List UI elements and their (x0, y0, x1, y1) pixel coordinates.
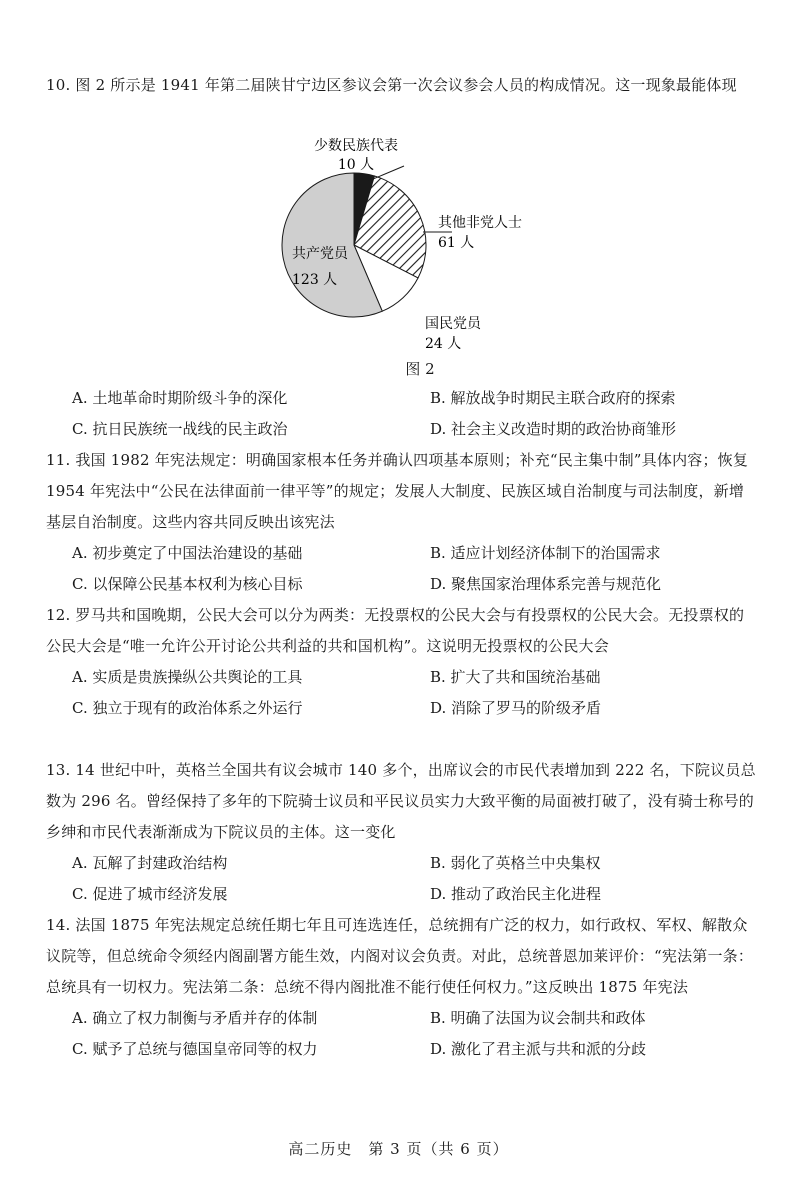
options (46, 383, 758, 445)
label-ccp-count: 123 人 (292, 272, 338, 288)
question-11 (46, 445, 758, 600)
label-minority-count: 10 人 (337, 157, 375, 173)
pie-slices (282, 173, 426, 317)
figure-2 (260, 130, 580, 380)
question-stem: 13. 14 世纪中叶，英格兰全国共有议会城市 140 多个，出席议会的市民代表增加到 222 名，下院议员总数为 296 名。曾经保持了多年的下院骑士议员和平民议员实力大致平衡的局面被打破了，没有骑士称号的乡绅和市民代表渐渐成为下院议员的主体。这一变化 (46, 761, 756, 841)
option-b: B. 弱化了英格兰中央集权 (430, 854, 601, 872)
option-a: A. 初步奠定了中国法治建设的基础 (72, 544, 303, 562)
question-14 (46, 910, 758, 1065)
pie-chart (260, 130, 580, 355)
label-others-name: 其他非党人士 (438, 215, 522, 231)
question-10-options (46, 383, 758, 445)
option-a: A. 实质是贵族操纵公共舆论的工具 (72, 668, 303, 686)
question-12 (46, 600, 758, 724)
question-stem: 14. 法国 1875 年宪法规定总统任期七年且可连选连任，总统拥有广泛的权力，如行政权、军权、解散众议院等，但总统命令须经内阁副署方能生效，内阁对议会负责。对此，总统普恩加莱评价：“宪法第一条：总统具有一切权力。宪法第二条：总统不得内阁批准不能行使任何权力。”这反映出 1875 年宪法 (46, 916, 754, 996)
option-a: A. 土地革命时期阶级斗争的深化 (72, 389, 288, 407)
options (46, 1003, 758, 1065)
option-b: B. 明确了法国为议会制共和政体 (430, 1009, 646, 1027)
question-stem: 10. 图 2 所示是 1941 年第二届陕甘宁边区参议会第一次会议参会人员的构成情况。这一现象最能体现 (46, 76, 737, 94)
option-c: C. 赋予了总统与德国皇帝同等的权力 (72, 1040, 318, 1058)
option-a: A. 瓦解了封建政治结构 (72, 854, 228, 872)
option-a: A. 确立了权力制衡与矛盾并存的体制 (72, 1009, 318, 1027)
option-c: C. 独立于现有的政治体系之外运行 (72, 699, 303, 717)
options (46, 538, 758, 600)
option-d: D. 推动了政治民主化进程 (430, 885, 602, 903)
question-10 (46, 70, 758, 101)
label-ccp-name: 共产党员 (292, 246, 348, 262)
page-footer: 高二历史 第 3 页（共 6 页） (288, 1140, 509, 1158)
option-c: C. 以保障公民基本权利为核心目标 (72, 575, 303, 593)
question-stem: 12. 罗马共和国晚期，公民大会可以分为两类：无投票权的公民大会与有投票权的公民大会。无投票权的公民大会是“唯一允许公开讨论公共利益的共和国机构”。这说明无投票权的公民大会 (46, 606, 745, 655)
question-stem: 11. 我国 1982 年宪法规定：明确国家根本任务并确认四项基本原则；补充“民主集中制”具体内容；恢复 1954 年宪法中“公民在法律面前一律平等”的规定；发展人大制度、民族区域自治制度与司法制度，新增基层自治制度。这些内容共同反映出该宪法 (46, 451, 749, 531)
figure-caption: 图 2 (405, 360, 435, 378)
option-c: C. 抗日民族统一战线的民主政治 (72, 420, 288, 438)
label-kmt-count: 24 人 (425, 336, 462, 352)
options (46, 848, 758, 910)
label-minority-name: 少数民族代表 (314, 138, 398, 154)
option-d: D. 聚焦国家治理体系完善与规范化 (430, 575, 662, 593)
option-d: D. 社会主义改造时期的政治协商雏形 (430, 420, 677, 438)
option-b: B. 扩大了共和国统治基础 (430, 668, 601, 686)
option-c: C. 促进了城市经济发展 (72, 885, 228, 903)
option-b: B. 解放战争时期民主联合政府的探索 (430, 389, 676, 407)
label-kmt-name: 国民党员 (425, 316, 481, 332)
option-d: D. 消除了罗马的阶级矛盾 (430, 699, 602, 717)
option-d: D. 激化了君主派与共和派的分歧 (430, 1040, 647, 1058)
label-others-count: 61 人 (438, 235, 475, 251)
options (46, 662, 758, 724)
question-13 (46, 755, 758, 910)
option-b: B. 适应计划经济体制下的治国需求 (430, 544, 661, 562)
